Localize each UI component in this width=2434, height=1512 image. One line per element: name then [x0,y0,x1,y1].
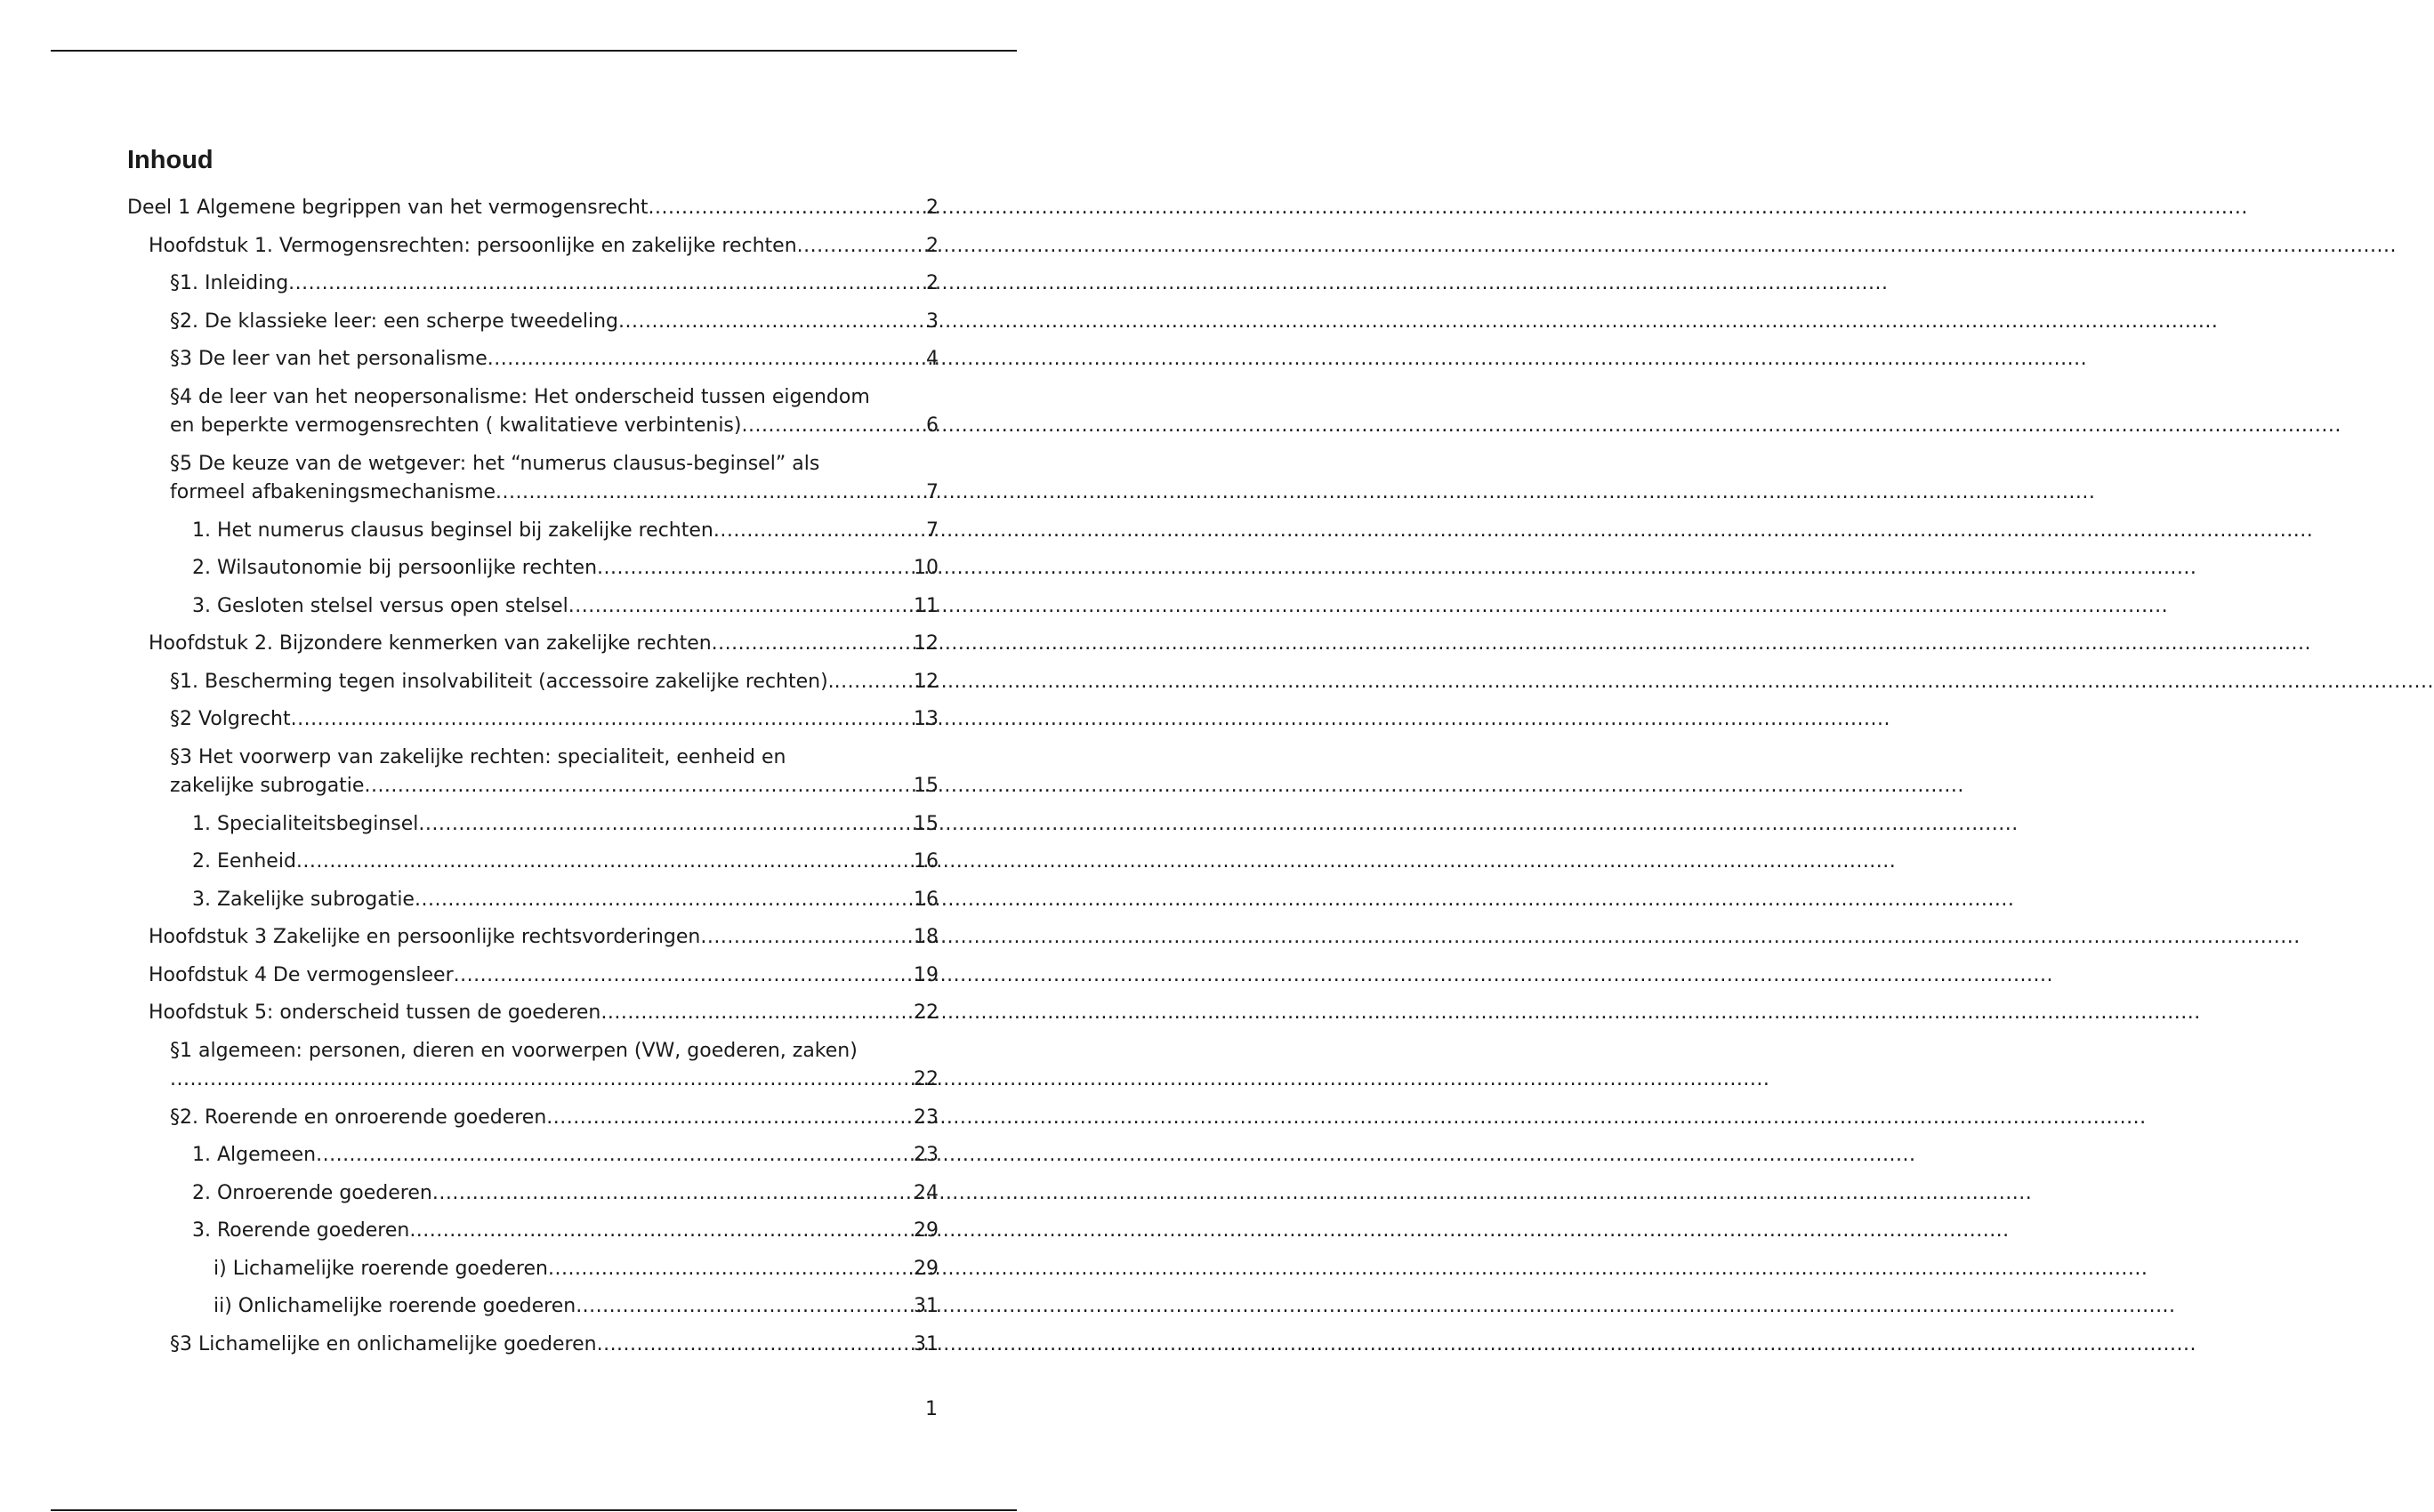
toc-entry-page-number: 7 [926,481,939,503]
dot-leader [432,1179,913,1209]
dot-leader [741,412,925,441]
toc-entry-title: en beperkte vermogensrechten ( kwalitatieve verbintenis) [170,414,742,437]
dot-leader [713,517,925,546]
toc-entry[interactable] [127,1141,939,1170]
dot-leader [597,1331,913,1360]
toc-entry-page-number: 18 [914,926,939,948]
toc-entry-title-first-line: §3 Het voorwerp van zakelijke rechten: specialiteit, eenheid en [170,745,786,768]
toc-entry-page-number: 12 [914,670,939,693]
toc-entry-page-number: 10 [914,557,939,579]
toc-entry-page-number: 2 [926,272,939,294]
dot-leader [288,269,925,299]
toc-entry-page-number: 3 [926,310,939,333]
toc-entry-title: Hoofdstuk 1. Vermogensrechten: persoonlijke en zakelijke rechten [149,234,797,257]
toc-entry[interactable] [127,1217,939,1246]
toc-entry[interactable] [127,450,939,508]
toc-entry-page-number: 29 [914,1257,939,1280]
header-rule [51,50,1017,52]
toc-entry-title: 2. Eenheid [192,850,296,873]
dot-leader [834,668,913,697]
toc-entry[interactable] [127,848,939,877]
dot-leader [712,630,913,659]
toc-entry-page-number: 22 [914,1001,939,1024]
toc-entry-title: ii) Onlichamelijke roerende goederen [214,1295,576,1317]
toc-entry[interactable] [127,668,939,697]
toc-entry-title: 3. Roerende goederen [192,1219,410,1242]
toc-entry-title: 1. Het numerus clausus beginsel bij zakelijke rechten [192,519,713,542]
toc-entry-title: 1. Specialiteitsbeginsel [192,812,419,835]
toc-entry-page-number: 15 [914,775,939,797]
toc-entry-page-number: 24 [914,1181,939,1204]
toc-entry-page-number: 16 [914,888,939,911]
toc-entry-title: §1. Bescherming tegen insolvabiliteit (accessoire zakelijke rechten). [170,670,834,693]
toc-entry-title: §3 Lichamelijke en onlichamelijke goederen [170,1332,597,1355]
toc-entry-title: 2. Onroerende goederen [192,1181,432,1204]
toc-entry-page-number: 22 [914,1068,939,1090]
toc-entry[interactable] [127,1104,939,1133]
toc-entry[interactable] [127,923,939,953]
toc-entry-title-first-line: §5 De keuze van de wetgever: het “numerus clausus-beginsel” als [170,452,820,475]
toc-entry-line [214,1255,939,1284]
toc-entry-line [192,810,939,840]
toc-entry-line [170,772,939,801]
toc-entry[interactable] [127,1037,939,1095]
toc-entry-page-number: 23 [914,1144,939,1166]
toc-entry[interactable] [127,194,939,223]
toc-entry-line [170,269,939,299]
dot-leader [600,999,913,1028]
toc-entry-line [192,1217,939,1246]
dot-leader [797,232,925,261]
toc-entry[interactable] [127,744,939,801]
toc-entry[interactable] [127,630,939,659]
toc-entry[interactable] [127,383,939,441]
toc-entry-page-number: 19 [914,963,939,986]
dot-leader [576,1292,913,1322]
toc-entry-line [192,1179,939,1209]
toc-entry-title: zakelijke subrogatie [170,775,365,797]
toc-entry-title: 2. Wilsautonomie bij persoonlijke rechten [192,557,598,579]
toc-entry-line [170,705,939,735]
toc-entry-page-number: 15 [914,812,939,835]
toc-entry-title-first-line: §1 algemeen: personen, dieren en voorwerpen (VW, goederen, zaken) [170,1039,858,1062]
dot-leader [568,592,913,622]
toc-entry-title: formeel afbakeningsmechanisme [170,481,496,503]
dot-leader [418,810,913,840]
dot-leader [488,345,925,374]
table-of-contents [127,194,939,1368]
toc-entry-page-number: 2 [926,197,939,219]
dot-leader [454,961,913,991]
dot-leader [409,1217,913,1246]
toc-entry-page-number: 4 [926,348,939,370]
toc-entry-line [170,1066,939,1095]
toc-entry-line [170,308,939,337]
toc-entry[interactable] [127,517,939,546]
toc-entry[interactable] [127,345,939,374]
dot-leader [415,886,913,915]
toc-entry-line [149,232,939,261]
toc-entry-line [192,1141,939,1170]
toc-entry[interactable] [127,1331,939,1360]
dot-leader [649,194,925,223]
footer-rule [51,1509,1017,1511]
dot-leader [496,479,925,508]
dot-leader [364,772,913,801]
dot-leader [316,1141,913,1170]
toc-entry-title-first-line: §4 de leer van het neopersonalisme: Het onderscheid tussen eigendom [170,385,870,408]
toc-entry-page-number: 31 [914,1295,939,1317]
toc-entry-title: Hoofdstuk 5: onderscheid tussen de goederen [149,1001,601,1024]
toc-entry-line [149,630,939,659]
toc-entry-line [149,923,939,953]
toc-entry-title: §2. Roerende en onroerende goederen [170,1106,547,1129]
toc-entry[interactable] [127,1179,939,1209]
dot-leader [548,1255,913,1284]
dot-leader [597,554,913,583]
toc-entry-line [192,517,939,546]
toc-entry-page-number: 2 [926,234,939,257]
dot-leader [546,1104,913,1133]
toc-entry-title: §2 Volgrecht [170,708,291,730]
toc-entry[interactable] [127,1292,939,1322]
toc-entry[interactable] [127,961,939,991]
toc-entry-line [149,999,939,1028]
toc-entry-title: §2. De klassieke leer: een scherpe tweedeling [170,310,618,333]
toc-entry[interactable] [127,232,939,261]
toc-entry[interactable] [127,705,939,735]
toc-entry-title: Hoofdstuk 4 De vermogensleer [149,963,454,986]
toc-entry-title: Hoofdstuk 2. Bijzondere kenmerken van zakelijke rechten [149,632,712,655]
toc-entry-page-number: 29 [914,1219,939,1242]
toc-entry-title: Deel 1 Algemene begrippen van het vermogensrecht [127,197,649,219]
dot-leader [618,308,925,337]
toc-entry-page-number: 31 [914,1332,939,1355]
toc-entry-title: §3 De leer van het personalisme [170,348,488,370]
toc-entry-line [149,961,939,991]
toc-entry-title: 1. Algemeen [192,1144,317,1166]
toc-entry-page-number: 6 [926,414,939,437]
dot-leader [296,848,913,877]
dot-leader [291,705,913,735]
toc-entry-page-number: 13 [914,708,939,730]
dot-leader [170,1066,913,1095]
toc-entry-page-number: 16 [914,850,939,873]
toc-entry-line [192,886,939,915]
toc-entry-line [170,479,939,508]
toc-entry-title: i) Lichamelijke roerende goederen [214,1257,548,1280]
toc-entry[interactable] [127,810,939,840]
toc-heading: Inhoud [127,146,214,174]
toc-entry-line [192,554,939,583]
toc-entry-page-number: 11 [914,594,939,617]
page-number: 1 [925,1398,938,1420]
toc-entry[interactable] [127,886,939,915]
toc-entry-line [170,668,939,697]
toc-entry-line [170,1104,939,1133]
toc-entry-page-number: 23 [914,1106,939,1129]
toc-entry-line [170,345,939,374]
toc-entry[interactable] [127,1255,939,1284]
toc-entry-title: 3. Zakelijke subrogatie [192,888,415,911]
toc-entry-title: Hoofdstuk 3 Zakelijke en persoonlijke rechtsvorderingen [149,926,701,948]
toc-entry-line [170,1331,939,1360]
toc-entry-page-number: 12 [914,632,939,655]
toc-entry[interactable] [127,308,939,337]
toc-entry-line [192,848,939,877]
toc-entry-line [127,194,939,223]
toc-entry-line [192,592,939,622]
toc-entry-title: §1. Inleiding [170,272,289,294]
toc-entry-title: 3. Gesloten stelsel versus open stelsel [192,594,568,617]
toc-entry-line [214,1292,939,1322]
toc-entry-page-number: 7 [926,519,939,542]
toc-entry[interactable] [127,999,939,1028]
dot-leader [700,923,913,953]
toc-entry-line [170,412,939,441]
toc-entry[interactable] [127,592,939,622]
toc-entry[interactable] [127,554,939,583]
toc-entry[interactable] [127,269,939,299]
